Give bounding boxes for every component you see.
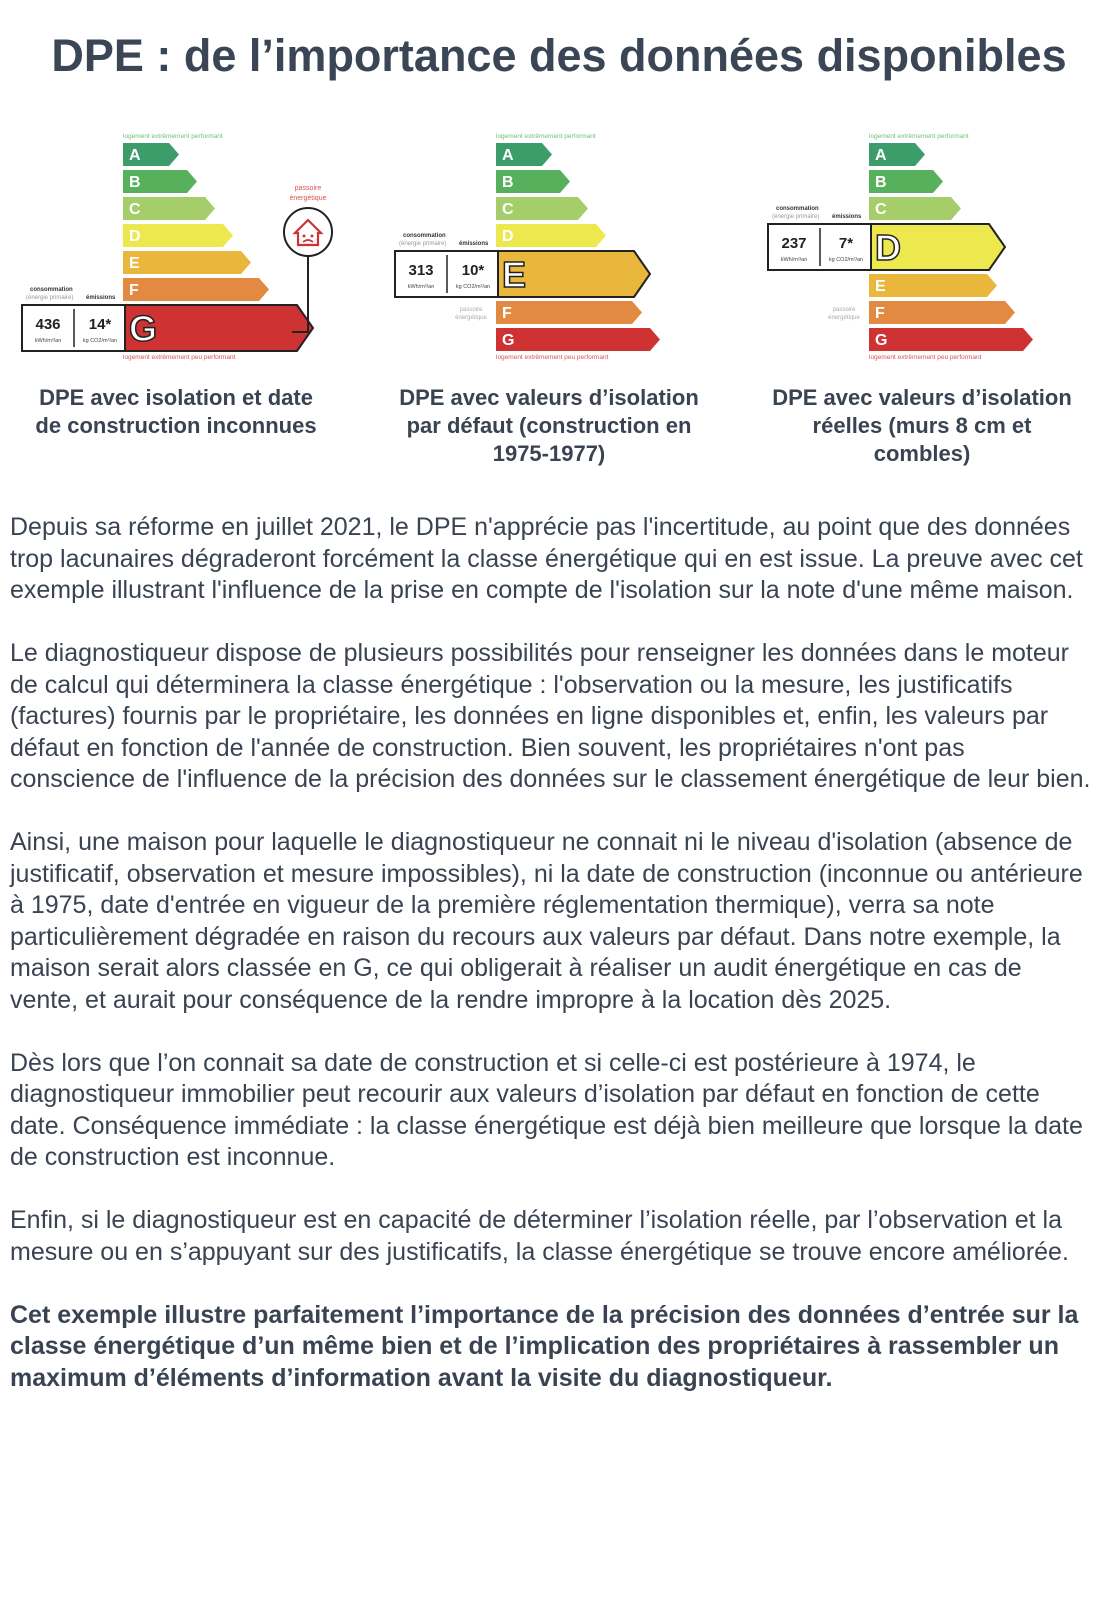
class-letter: F [502,305,512,322]
class-letter: E [875,278,886,295]
class-letter: G [129,308,158,349]
scale-bottom-label: logement extrêmement peu performant [496,354,609,361]
energetique-label: énergétique [828,315,860,321]
consumption-label: consommation [403,233,446,239]
consumption-unit: kWh/m²/an [407,284,435,290]
class-bar-f [496,301,642,324]
emissions-label: émissions [459,241,489,247]
class-letter: C [129,201,141,218]
scale-bottom-label: logement extrêmement peu performant [123,354,236,361]
class-letter: F [875,305,885,322]
passoire-badge-icon [284,208,332,256]
emissions-label: émissions [832,214,862,220]
consumption-value: 436 [35,316,61,333]
scale-top-label: logement extrêmement performant [123,133,223,140]
emissions-value: 14* [88,316,112,333]
class-bar-g [869,328,1033,351]
primary-label: (énergie primaire) [26,295,74,301]
scale-bottom-label: logement extrêmement peu performant [869,354,982,361]
class-bar-e [123,251,251,274]
class-letter: B [875,174,887,191]
consumption-label: consommation [30,287,73,293]
class-letter: F [129,282,139,299]
class-letter: G [875,332,888,349]
consumption-unit: kWh/m²/an [780,257,808,263]
class-letter: C [502,201,514,218]
emissions-unit: kg CO2/m²/an [82,338,118,344]
dpe-scale-chart [764,128,1104,368]
caption-line: combles) [873,441,971,466]
dpe-label-default [391,128,731,368]
house-eye [303,235,306,238]
caption-line: DPE avec isolation et date [39,385,313,410]
primary-label: (énergie primaire) [772,214,820,220]
emissions-unit: kg CO2/m²/an [455,284,491,290]
paragraph: Le diagnostiqueur dispose de plusieurs possibilités pour renseigner les données dans le moteur de calcul qui déterminera la classe énergétique : l'observation ou la mesure, les justificatifs (factures) fournis par le propriétaire, les données en ligne disponibles et, enfin, les valeurs par défaut en fonction de l'année de construction. Bien souvent, les propriétaires n'ont pas conscience de l'influence de la précision des données sur le classement énergétique de leur bien. [10,639,1091,793]
article-body [10,512,1095,1426]
caption-line: DPE avec valeurs d’isolation [772,385,1072,410]
caption-line: 1975-1977) [492,441,606,466]
conclusion: Cet exemple illustre parfaitement l’importance de la précision des données d’entrée sur la classe énergétique d’un même bien et de l’implication des propriétaires à rassembler un maximum d’éléments d’information avant la visite du diagnostiqueur. [10,1300,1079,1392]
dpe-label-unknown [18,128,358,368]
primary-label: (énergie primaire) [399,241,447,247]
emissions-label: émissions [86,295,116,301]
house-eye [311,235,314,238]
class-letter: D [502,228,514,245]
scale-top-label: logement extrêmement performant [496,133,596,140]
consumption-label: consommation [776,206,819,212]
class-letter: A [875,147,887,164]
class-letter: E [502,254,527,295]
emissions-value: 10* [461,262,485,279]
paragraph: Dès lors que l’on connait sa date de construction et si celle-ci est postérieure à 1974, le diagnostiqueur immobilier peut recourir aux valeurs d’isolation par défaut en fonction de cette date. Conséquence immédiate : la classe énergétique est déjà bien meilleure que lorsque la date de construction est inconnue. [10,1048,1083,1171]
dpe-label-real [764,128,1104,368]
class-bar-f [123,278,269,301]
dpe-scale-chart [391,128,731,368]
class-letter: A [129,147,141,164]
consumption-value: 313 [408,262,434,279]
class-letter: G [502,332,515,349]
caption-line: par défaut (construction en [406,413,692,438]
energetique-label: énergétique [289,195,327,202]
caption-unknown [10,384,342,440]
caption-real [752,384,1092,468]
emissions-unit: kg CO2/m²/an [828,257,864,263]
dpe-scale-chart [18,128,358,368]
class-letter: B [502,174,514,191]
caption-line: réelles (murs 8 cm et [812,413,1032,438]
page-title: DPE : de l’importance des données disponibles [51,30,1067,81]
consumption-unit: kWh/m²/an [34,338,62,344]
class-letter: B [129,174,141,191]
paragraph: Depuis sa réforme en juillet 2021, le DPE n'apprécie pas l'incertitude, au point que des données trop lacunaires dégraderont forcément la classe énergétique qui en est issue. La preuve avec cet exemple illustrant l'influence de la prise en compte de l'isolation sur la note d'une même maison. [10,513,1083,604]
class-bar-f [869,301,1015,324]
paragraph: Enfin, si le diagnostiqueur est en capacité de déterminer l’isolation réelle, par l’observation et la mesure ou en s’appuyant sur des justificatifs, la classe énergétique se trouve encore améliorée. [10,1206,1069,1266]
caption-line: DPE avec valeurs d’isolation [399,385,699,410]
class-letter: D [875,227,901,268]
scale-top-label: logement extrêmement performant [869,133,969,140]
class-letter: A [502,147,514,164]
caption-line: de construction inconnues [35,413,317,438]
passoire-label: passoire [832,307,856,313]
paragraph: Ainsi, une maison pour laquelle le diagnostiqueur ne connait ni le niveau d'isolation (absence de justificatif, observation et mesure impossibles), ni la date de construction (inconnue ou antérieure à 1975, date d'entrée en vigueur de la première réglementation thermique), verra sa note particulièrement dégradée en raison du recours aux valeurs par défaut. Dans notre exemple, la maison serait alors classée en G, ce qui obligerait à réaliser un audit énergétique en cas de vente, et aurait pour conséquence de la rendre impropre à la location dès 2025. [10,828,1083,1014]
energetique-label: énergétique [455,315,487,321]
class-letter: C [875,201,887,218]
class-bar-e [869,274,997,297]
class-letter: D [129,228,141,245]
emissions-value: 7* [838,235,854,252]
passoire-label: passoire [294,185,322,192]
consumption-value: 237 [781,235,807,252]
class-letter: E [129,255,140,272]
caption-default [378,384,720,468]
passoire-label: passoire [459,307,483,313]
class-bar-g [496,328,660,351]
